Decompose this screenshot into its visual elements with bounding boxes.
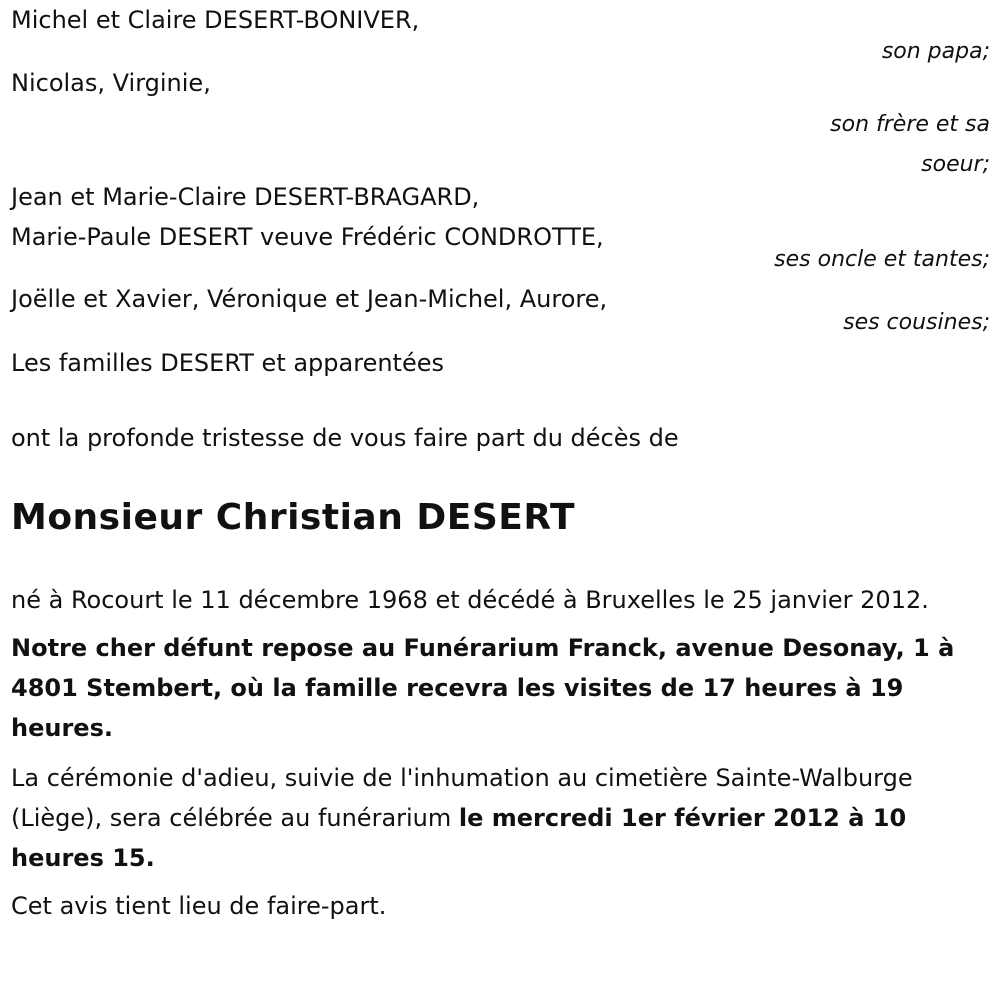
birth-death-text: né à Rocourt le 11 décembre 1968 et décédé à Bruxelles le 25 janvier 2012. <box>11 586 929 614</box>
ceremony-text <box>11 758 990 878</box>
family-names-siblings: Nicolas, Virginie, <box>11 69 211 97</box>
family-names-uncles-line2: Marie-Paule DESERT veuve Frédéric CONDROTTE, <box>11 223 604 251</box>
visitation-text: Notre cher défunt repose au Funérarium Franck, avenue Desonay, 1 à 4801 Stembert, où la famille recevra les visites de 17 heures à 19 heures. <box>11 634 955 742</box>
family-relation-cousins: ses cousines; <box>843 310 990 335</box>
ceremony-text-regular: La cérémonie d'adieu, suivie de l'inhumation au cimetière Sainte-Walburge (Liège), sera célébrée au funérarium <box>11 764 913 832</box>
closing-text: Cet avis tient lieu de faire-part. <box>11 892 387 920</box>
ceremony-date: le mercredi 1er février 2012 à 10 heures 15. <box>11 804 907 872</box>
family-names-relatives: Les familles DESERT et apparentées <box>11 349 444 377</box>
announcement-text: ont la profonde tristesse de vous faire part du décès de <box>11 424 679 452</box>
family-relation-siblings-line1: son frère et sa <box>830 112 990 137</box>
family-names-cousins: Joëlle et Xavier, Véronique et Jean-Michel, Aurore, <box>11 285 608 313</box>
family-relation-parents: son papa; <box>881 39 990 64</box>
family-relation-siblings-line2: soeur; <box>921 152 990 177</box>
deceased-name: Monsieur Christian DESERT <box>11 497 576 538</box>
family-names-parents: Michel et Claire DESERT-BONIVER, <box>11 6 420 34</box>
family-names-uncles-line1: Jean et Marie-Claire DESERT-BRAGARD, <box>11 183 480 211</box>
family-relation-uncles: ses oncle et tantes; <box>774 247 990 272</box>
